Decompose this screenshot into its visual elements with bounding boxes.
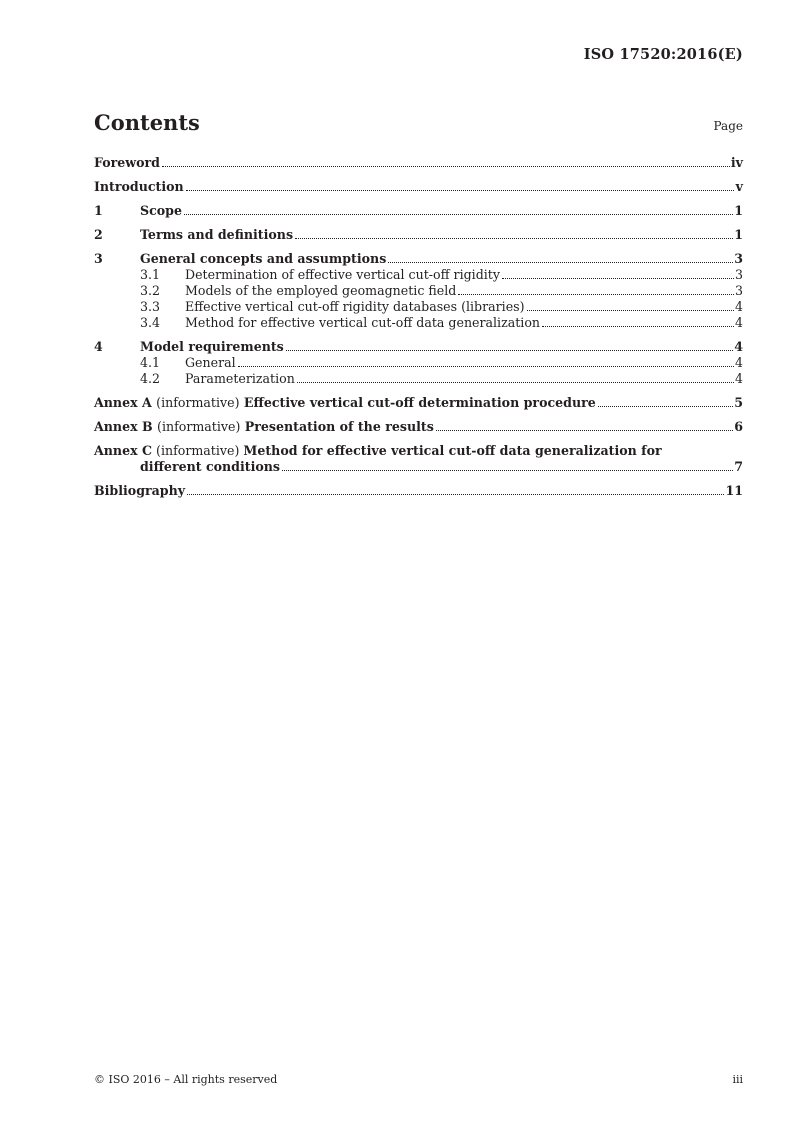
toc-title: Presentation of the results — [244, 419, 434, 434]
toc-page: 3 — [734, 267, 743, 282]
annex-label: Annex A — [94, 395, 152, 410]
toc-entry-introduction[interactable] — [94, 179, 743, 195]
toc-page: 1 — [734, 203, 743, 218]
toc-entry-bibliography[interactable] — [94, 483, 743, 499]
toc-title: Introduction — [94, 179, 184, 194]
dot-leader — [527, 310, 734, 311]
toc-number: 3 — [94, 251, 103, 266]
document-id: ISO 17520:2016(E) — [583, 46, 743, 63]
toc-title: General concepts and assumptions — [140, 251, 387, 266]
dot-leader — [184, 214, 733, 215]
dot-leader — [286, 350, 733, 351]
dot-leader — [436, 430, 733, 431]
toc-title: Bibliography — [94, 483, 186, 498]
toc-entry-foreword[interactable] — [94, 155, 743, 171]
toc-page: v — [735, 179, 743, 194]
dot-leader — [282, 470, 733, 471]
toc-page: 5 — [734, 395, 743, 410]
toc-entry-scope[interactable] — [94, 203, 743, 219]
toc-entry-annex-a[interactable] — [94, 395, 743, 411]
toc-title: Model requirements — [140, 339, 284, 354]
toc-page: 4 — [734, 299, 743, 314]
dot-leader — [297, 382, 734, 383]
toc-page: 1 — [734, 227, 743, 242]
toc-page: 3 — [734, 283, 743, 298]
toc-number: 3.2 — [140, 283, 161, 298]
toc-number: 4.2 — [140, 371, 161, 386]
toc-title: Determination of effective vertical cut-off rigidity — [185, 267, 500, 282]
toc-entry-terms[interactable] — [94, 227, 743, 243]
dot-leader — [238, 366, 734, 367]
toc-page: 7 — [734, 459, 743, 474]
toc-number: 3.1 — [140, 267, 161, 282]
toc-title: Effective vertical cut-off determination procedure — [243, 395, 596, 410]
toc-number: 1 — [94, 203, 103, 218]
toc-title: General — [185, 355, 236, 370]
toc-page: 4 — [734, 339, 743, 354]
toc-page: 4 — [734, 315, 743, 330]
toc-entry-3-3[interactable] — [94, 299, 743, 315]
dot-leader — [295, 238, 733, 239]
contents-title: Contents — [94, 110, 200, 135]
toc-title: Scope — [140, 203, 182, 218]
toc-title-line2: different conditions — [140, 459, 281, 474]
dot-leader — [542, 326, 734, 327]
toc-page: 11 — [725, 483, 743, 498]
annex-type: (informative) — [157, 419, 241, 434]
toc-page: iv — [730, 155, 743, 170]
annex-label: Annex C — [94, 443, 153, 458]
toc-number: 4.1 — [140, 355, 161, 370]
toc-entry-annex-c[interactable] — [94, 443, 743, 475]
dot-leader — [502, 278, 734, 279]
toc-title: Terms and definitions — [140, 227, 294, 242]
toc-number: 3.3 — [140, 299, 161, 314]
toc-title-line1: Method for effective vertical cut-off data generalization for — [243, 443, 662, 458]
dot-leader — [186, 190, 734, 191]
toc-title: Foreword — [94, 155, 160, 170]
toc-entry-3-1[interactable] — [94, 267, 743, 283]
toc-entry-annex-b[interactable] — [94, 419, 743, 435]
toc-entry-4-2[interactable] — [94, 371, 743, 387]
toc-title: Models of the employed geomagnetic field — [185, 283, 457, 298]
toc-page: 6 — [734, 419, 743, 434]
toc-title: Parameterization — [185, 371, 295, 386]
toc-number: 3.4 — [140, 315, 161, 330]
toc-number: 2 — [94, 227, 103, 242]
annex-type: (informative) — [156, 395, 240, 410]
page-footer — [94, 1073, 743, 1086]
footer-page-number: iii — [732, 1073, 743, 1086]
dot-leader — [187, 494, 724, 495]
toc-title: Method for effective vertical cut-off data generalization — [185, 315, 541, 330]
dot-leader — [598, 406, 733, 407]
toc-entry-general-concepts[interactable] — [94, 251, 743, 267]
toc-number: 4 — [94, 339, 103, 354]
table-of-contents — [94, 155, 743, 499]
toc-entry-3-2[interactable] — [94, 283, 743, 299]
annex-label: Annex B — [94, 419, 153, 434]
toc-entry-model-requirements[interactable] — [94, 339, 743, 355]
dot-leader — [458, 294, 734, 295]
toc-entry-4-1[interactable] — [94, 355, 743, 371]
dot-leader — [162, 166, 730, 167]
page-column-label: Page — [713, 119, 743, 133]
dot-leader — [388, 262, 733, 263]
toc-page: 4 — [734, 355, 743, 370]
annex-type: (informative) — [156, 443, 240, 458]
toc-entry-3-4[interactable] — [94, 315, 743, 331]
copyright-notice: © ISO 2016 – All rights reserved — [94, 1073, 278, 1086]
toc-page: 3 — [734, 251, 743, 266]
toc-page: 4 — [734, 371, 743, 386]
contents-heading-row — [94, 110, 743, 135]
toc-title: Effective vertical cut-off rigidity databases (libraries) — [185, 299, 525, 314]
